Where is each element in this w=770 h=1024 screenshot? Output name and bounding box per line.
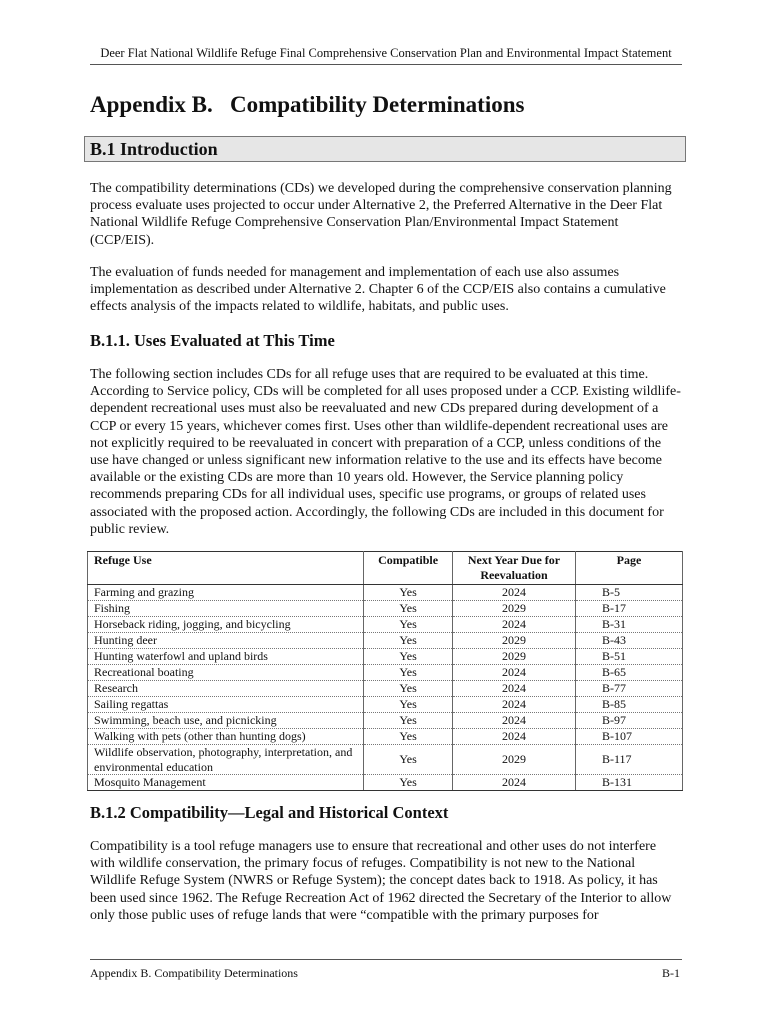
cell-next-year: 2029 xyxy=(453,649,576,665)
cell-next-year: 2029 xyxy=(453,633,576,649)
header-page: Page xyxy=(575,552,682,585)
cell-compatible: Yes xyxy=(364,617,453,633)
cell-page: B-17 xyxy=(575,601,682,617)
cell-compatible: Yes xyxy=(364,633,453,649)
cell-compatible: Yes xyxy=(364,585,453,601)
cell-page: B-5 xyxy=(575,585,682,601)
cell-compatible: Yes xyxy=(364,775,453,791)
cell-refuge-use: Wildlife observation, photography, interpretation, and environmental education xyxy=(88,745,364,775)
cell-page: B-77 xyxy=(575,681,682,697)
subsection-2-paragraph: Compatibility is a tool refuge managers use to ensure that recreational and other uses do not interfere with wildlife conservation, the primary focus of refuges. Compatibility is not new to the National Wildlife Refuge System (NWRS or Refuge System); the concept dates back to 1918. As policy, it has been used since 1962. The Refuge Recreation Act of 1962 directed the Secretary of the Interior to allow only those public uses of refuge lands that were “compatible with the primary purposes for xyxy=(90,839,672,923)
subsection-1-paragraph: The following section includes CDs for all refuge uses that are required to be evaluated at this time. According to Service policy, CDs will be completed for all uses proposed under a CCP. Existing wildlife-dependent recreational uses must also be reevaluated and new CDs prepared during development of a CCP or every 15 years, whichever comes first. Uses other than wildlife-dependent recreational uses are not explicitly required to be reevaluated in concert with preparation of a CCP, unless conditions of the use have changed or unless significant new information relative to the use and its effects have become available or the existing CDs are more than 10 years old. However, the Service planning policy recommends preparing CDs for all individual uses, specific use programs, or groups of related uses associated with the proposed action. Accordingly, the following CDs are included in this document for public review. xyxy=(90,367,681,537)
running-footer xyxy=(90,959,682,981)
table-row xyxy=(88,713,683,729)
cell-refuge-use: Fishing xyxy=(88,601,364,617)
cell-compatible: Yes xyxy=(364,601,453,617)
cell-refuge-use: Farming and grazing xyxy=(88,585,364,601)
cell-page: B-65 xyxy=(575,665,682,681)
cell-page: B-107 xyxy=(575,729,682,745)
cell-next-year: 2024 xyxy=(453,665,576,681)
table-row xyxy=(88,681,683,697)
table-body xyxy=(88,585,683,791)
footer-left: Appendix B. Compatibility Determinations xyxy=(90,966,298,980)
table-row xyxy=(88,649,683,665)
section-heading-box xyxy=(84,136,686,162)
header-next-year: Next Year Due for Reevaluation xyxy=(453,552,576,585)
table-row xyxy=(88,617,683,633)
cell-compatible: Yes xyxy=(364,745,453,775)
cell-refuge-use: Hunting waterfowl and upland birds xyxy=(88,649,364,665)
cell-compatible: Yes xyxy=(364,729,453,745)
header-compatible: Compatible xyxy=(364,552,453,585)
cell-next-year: 2024 xyxy=(453,617,576,633)
table-row xyxy=(88,633,683,649)
cell-compatible: Yes xyxy=(364,681,453,697)
cell-compatible: Yes xyxy=(364,649,453,665)
table-row xyxy=(88,697,683,713)
table-row xyxy=(88,775,683,791)
uses-table xyxy=(87,551,683,791)
table-row xyxy=(88,665,683,681)
header-refuge-use: Refuge Use xyxy=(88,552,364,585)
table-row xyxy=(88,601,683,617)
cell-refuge-use: Recreational boating xyxy=(88,665,364,681)
cell-refuge-use: Hunting deer xyxy=(88,633,364,649)
cell-page: B-131 xyxy=(575,775,682,791)
cell-compatible: Yes xyxy=(364,713,453,729)
cell-compatible: Yes xyxy=(364,665,453,681)
cell-refuge-use: Swimming, beach use, and picnicking xyxy=(88,713,364,729)
intro-paragraph-1: The compatibility determinations (CDs) we developed during the comprehensive conservation planning process evaluate uses projected to occur under Alternative 2, the Preferred Alternative in the Deer Flat National Wildlife Refuge Comprehensive Conservation Plan/Environmental Impact Statement (CCP/EIS). xyxy=(90,181,672,248)
cell-refuge-use: Research xyxy=(88,681,364,697)
cell-page: B-97 xyxy=(575,713,682,729)
cell-next-year: 2024 xyxy=(453,697,576,713)
table-header-row xyxy=(88,552,683,585)
cell-next-year: 2024 xyxy=(453,729,576,745)
cell-refuge-use: Mosquito Management xyxy=(88,775,364,791)
running-header: Deer Flat National Wildlife Refuge Final Comprehensive Conservation Plan and Environmental Impact Statement xyxy=(90,46,682,65)
cell-refuge-use: Sailing regattas xyxy=(88,697,364,713)
cell-next-year: 2024 xyxy=(453,713,576,729)
cell-next-year: 2029 xyxy=(453,745,576,775)
table-row xyxy=(88,745,683,775)
appendix-title: Appendix B. Compatibility Determinations xyxy=(90,92,525,117)
cell-refuge-use: Horseback riding, jogging, and bicycling xyxy=(88,617,364,633)
cell-next-year: 2024 xyxy=(453,681,576,697)
intro-paragraph-2: The evaluation of funds needed for management and implementation of each use also assumes implementation as described under Alternative 2. Chapter 6 of the CCP/EIS also contains a cumulative effects analysis of the impacts related to wildlife, habitats, and public uses. xyxy=(90,265,666,315)
cell-page: B-31 xyxy=(575,617,682,633)
cell-page: B-117 xyxy=(575,745,682,775)
cell-refuge-use: Walking with pets (other than hunting dogs) xyxy=(88,729,364,745)
cell-next-year: 2024 xyxy=(453,585,576,601)
cell-next-year: 2024 xyxy=(453,775,576,791)
subsection-1-title: B.1.1. Uses Evaluated at This Time xyxy=(90,331,335,350)
section-title: B.1 Introduction xyxy=(90,139,218,159)
cell-compatible: Yes xyxy=(364,697,453,713)
cell-page: B-85 xyxy=(575,697,682,713)
subsection-2-title: B.1.2 Compatibility—Legal and Historical Context xyxy=(90,803,449,822)
cell-page: B-51 xyxy=(575,649,682,665)
page-number: B-1 xyxy=(662,966,680,980)
table-row xyxy=(88,729,683,745)
table-row xyxy=(88,585,683,601)
cell-next-year: 2029 xyxy=(453,601,576,617)
cell-page: B-43 xyxy=(575,633,682,649)
